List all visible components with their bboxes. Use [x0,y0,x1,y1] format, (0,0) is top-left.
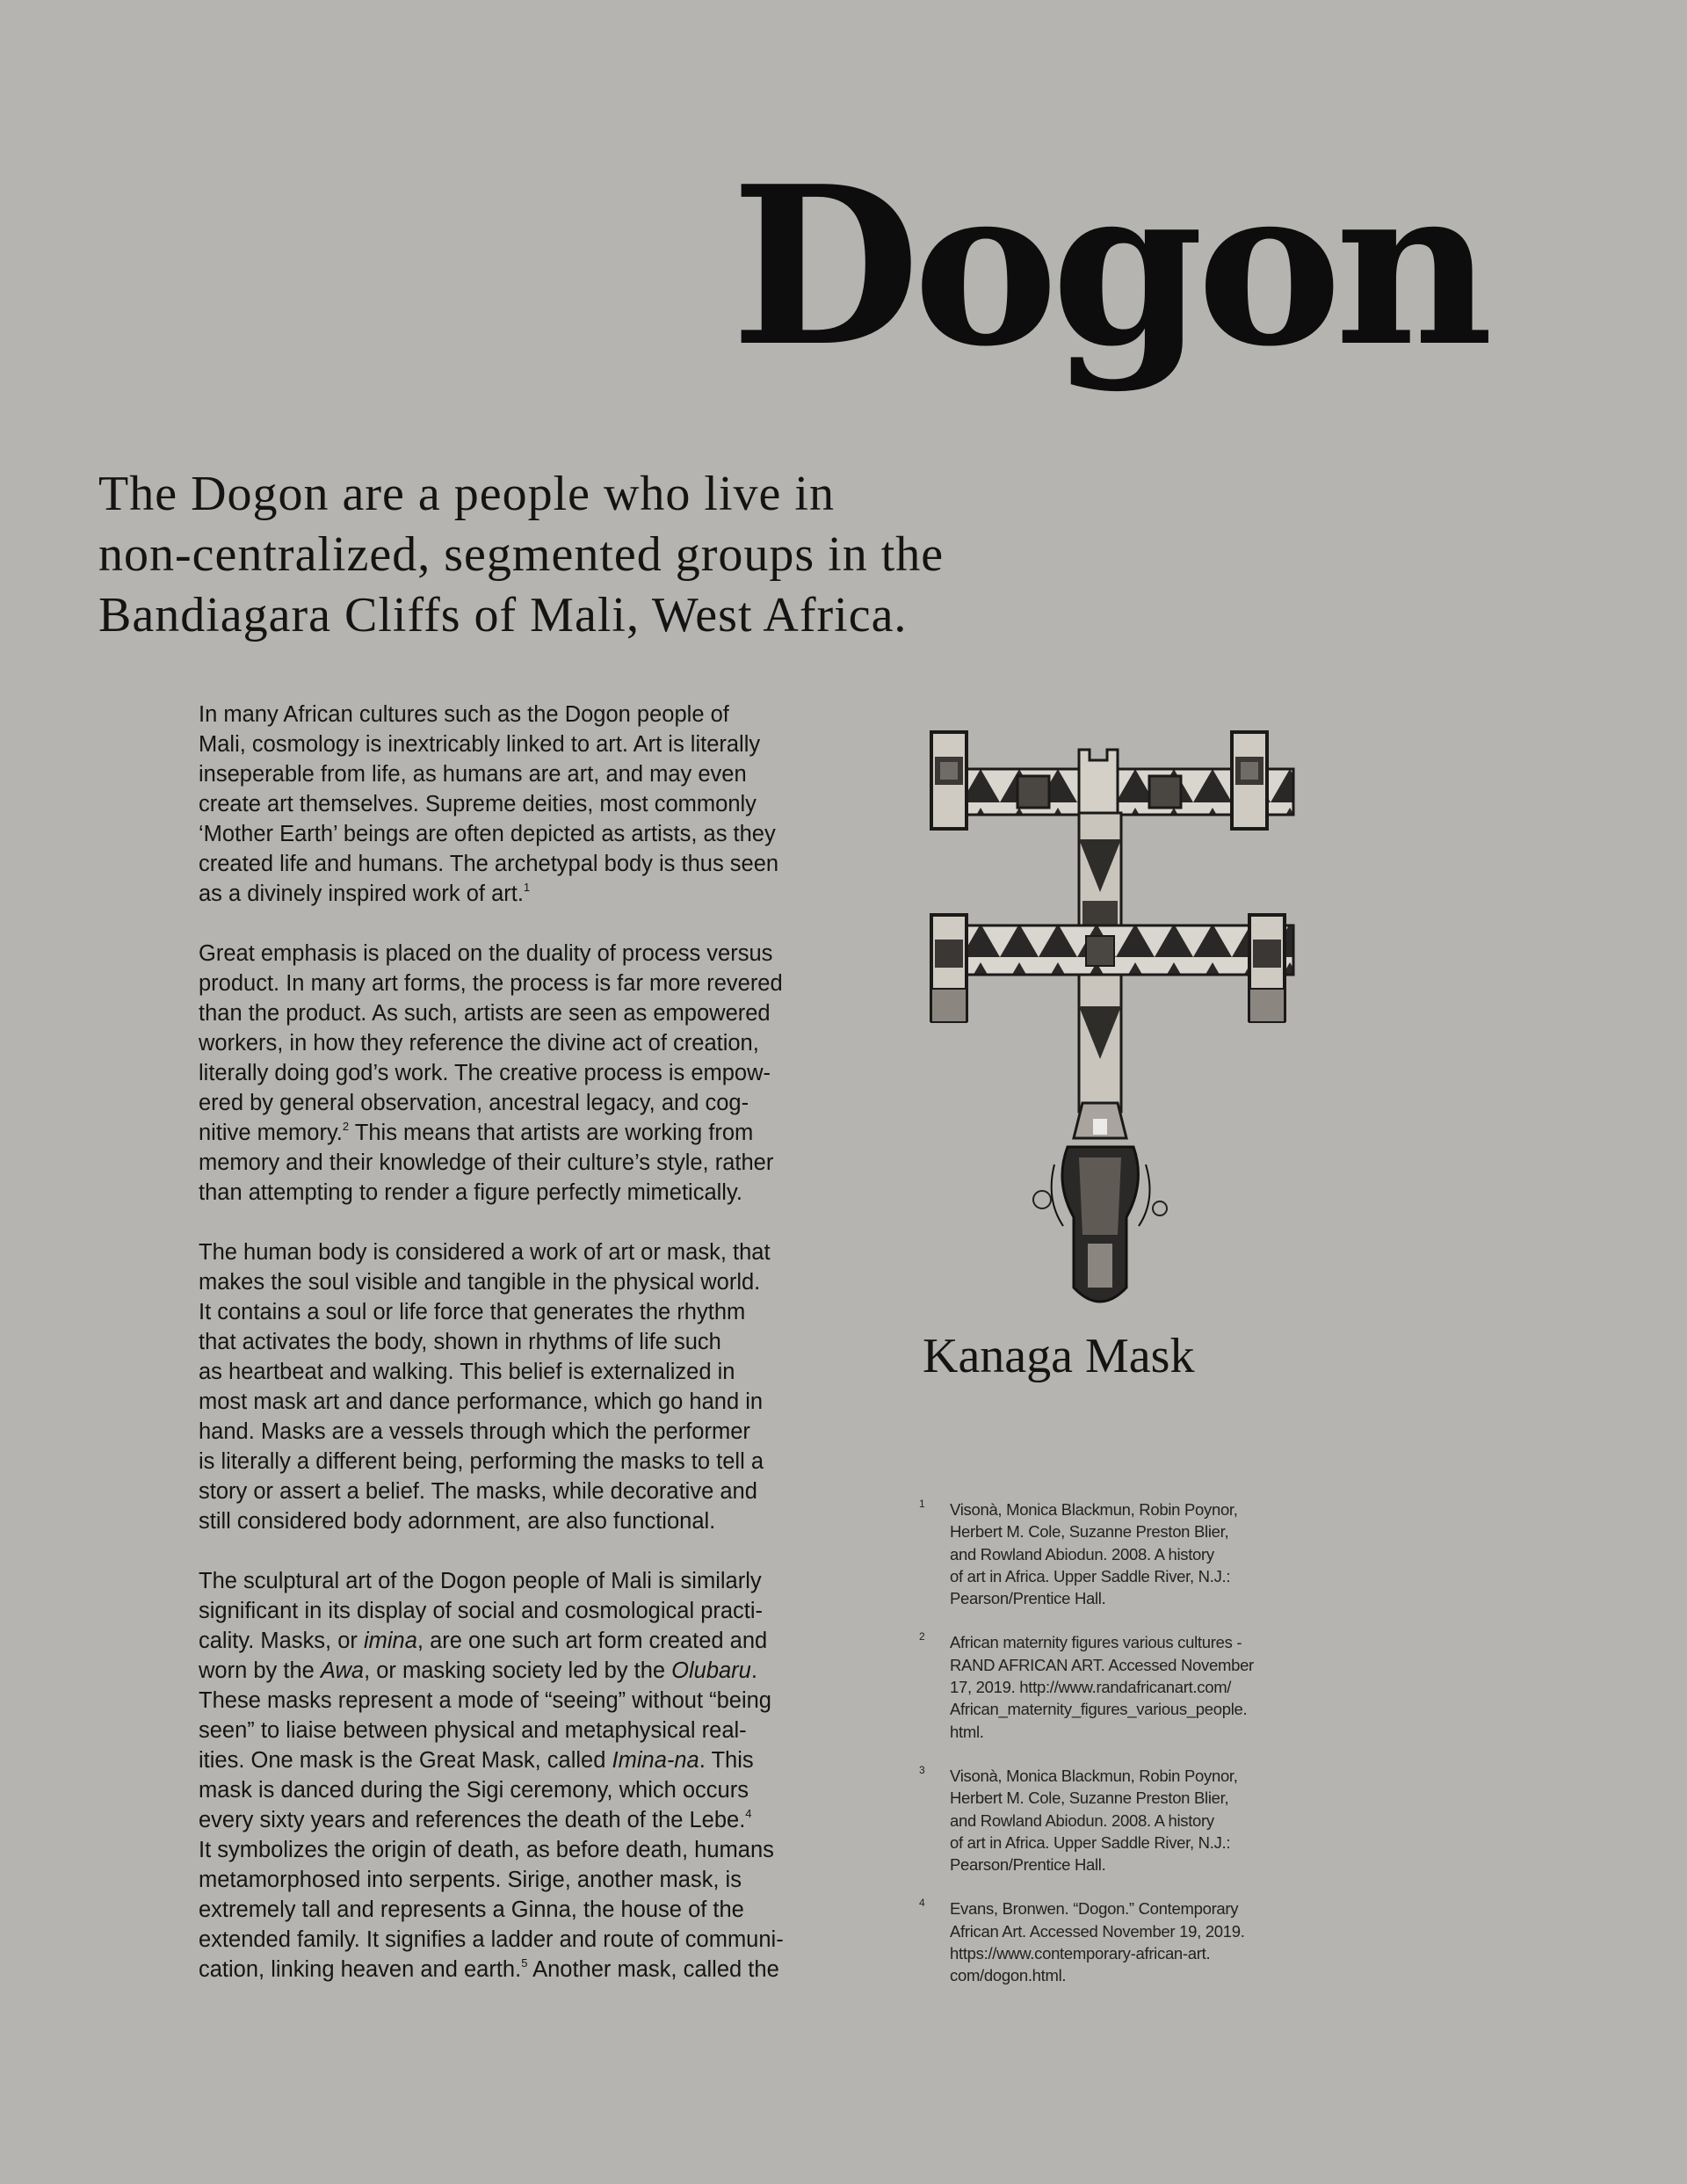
text-run: cality. Masks, or [199,1629,364,1653]
kanaga-mask-image [923,725,1309,1314]
text-line: Mali, cosmology is inextricably linked to art. Art is literally [199,732,761,757]
intro-lede [98,464,1241,646]
text-line: as heartbeat and walking. This belief is externalized in [199,1360,735,1384]
text-line [199,1626,884,1656]
footnote-number: 3 [919,1763,925,1776]
footnote-line: 17, 2019. http://www.randafricanart.com/ [950,1678,1232,1697]
footnote-line: and Rowland Abiodun. 2008. A history [950,1544,1214,1564]
footnote-item [919,1631,1306,1742]
footnote-line: Pearson/Prentice Hall. [950,1855,1106,1875]
footnote-ref: 1 [523,881,531,894]
footnote-line: of art in Africa. Upper Saddle River, N.J.: [950,1566,1231,1585]
footnote-line: Herbert M. Cole, Suzanne Preston Blier, [950,1522,1229,1542]
text-line: still considered body adornment, are also functional. [199,1509,716,1534]
text-line: ered by general observation, ancestral legacy, and cog- [199,1091,749,1115]
footnote-line: African Art. Accessed November 19, 2019. [950,1921,1245,1941]
text-line: It contains a soul or life force that generates the rhythm [199,1300,746,1324]
text-line: product. In many art forms, the process is far more revered [199,971,783,996]
footnote-line: Evans, Bronwen. “Dogon.” Contemporary [950,1899,1239,1919]
footnote-ref: 5 [521,1956,528,1970]
figure-caption: Kanaga Mask [923,1329,1195,1383]
footnote-line: https://www.contemporary-african-art. [950,1944,1211,1963]
text-line: created life and humans. The archetypal body is thus seen [199,852,779,876]
body-paragraph-2 [199,939,884,1208]
footnote-item [919,1897,1306,1986]
text-line: inseperable from life, as humans are art, and may even [199,762,747,787]
text-line [199,1955,884,1984]
italic-term: Olubaru [671,1658,751,1683]
article-body [199,700,884,2014]
text-line: ‘Mother Earth’ beings are often depicted as artists, as they [199,822,776,846]
footnote-number: 4 [919,1897,925,1910]
footnote-line: Visonà, Monica Blackmun, Robin Poynor, [950,1500,1238,1519]
text-run: , or masking society led by the [364,1658,672,1683]
footnote-line: Visonà, Monica Blackmun, Robin Poynor, [950,1766,1238,1785]
text-run: This means that artists are working from [349,1121,754,1145]
text-line: In many African cultures such as the Dogon people of [199,702,729,727]
text-run: worn by the [199,1658,321,1683]
text-run: as a divinely inspired work of art. [199,882,524,906]
text-line: seen” to liaise between physical and metaphysical real- [199,1718,747,1743]
body-paragraph-3 [199,1237,884,1536]
text-line: metamorphosed into serpents. Sirige, another mask, is [199,1868,742,1892]
text-line: mask is danced during the Sigi ceremony, which occurs [199,1778,749,1803]
italic-term: imina [363,1629,417,1653]
footnote-line: of art in Africa. Upper Saddle River, N.J.: [950,1832,1231,1852]
text-line: workers, in how they reference the divine act of creation, [199,1031,759,1056]
text-line: The human body is considered a work of art or mask, that [199,1240,771,1265]
text-run: ities. One mask is the Great Mask, called [199,1748,612,1773]
italic-term: Imina-na [612,1748,699,1773]
text-line [199,1745,884,1775]
footnotes [919,1498,1306,2009]
text-line: memory and their knowledge of their culture’s style, rather [199,1150,774,1175]
text-line: than the product. As such, artists are seen as empowered [199,1001,771,1026]
footnote-line: html. [950,1722,984,1741]
text-line: extended family. It signifies a ladder and route of communi- [199,1927,784,1952]
lede-line: Bandiagara Cliffs of Mali, West Africa. [98,588,908,642]
text-run: cation, linking heaven and earth. [199,1957,522,1982]
text-line [199,1118,884,1148]
text-line: Great emphasis is placed on the duality of process versus [199,941,773,966]
italic-term: Awa [320,1658,365,1683]
text-run: . [750,1658,757,1683]
footnote-line: RAND AFRICAN ART. Accessed November [950,1655,1254,1674]
text-line: that activates the body, shown in rhythms of life such [199,1330,721,1354]
footnote-line: Pearson/Prentice Hall. [950,1589,1106,1608]
footnote-line: African_maternity_figures_various_people. [950,1700,1248,1719]
page-title: Dogon [731,139,1487,395]
text-line: hand. Masks are a vessels through which the performer [199,1419,750,1444]
text-run: , are one such art form created and [416,1629,768,1653]
body-paragraph-4 [199,1566,884,1984]
text-line: These masks represent a mode of “seeing” without “being [199,1688,771,1713]
text-line: makes the soul visible and tangible in the physical world. [199,1270,761,1295]
footnote-number: 2 [919,1630,925,1643]
text-run: Another mask, called the [527,1957,779,1982]
text-line [199,1805,884,1835]
text-line [199,1656,884,1686]
text-run: . This [699,1748,754,1773]
text-line [199,879,884,909]
footnote-item [919,1765,1306,1876]
text-line: extremely tall and represents a Ginna, the house of the [199,1897,744,1922]
footnote-line: and Rowland Abiodun. 2008. A history [950,1810,1214,1830]
text-line: The sculptural art of the Dogon people of Mali is similarly [199,1569,762,1593]
text-line: create art themselves. Supreme deities, most commonly [199,792,757,816]
text-line: literally doing god’s work. The creative process is empow- [199,1061,771,1085]
lede-line: non-centralized, segmented groups in the [98,527,945,582]
text-run: every sixty years and references the death of the Lebe. [199,1808,746,1832]
body-paragraph-1 [199,700,884,909]
text-line: It symbolizes the origin of death, as before death, humans [199,1838,774,1862]
text-line: significant in its display of social and cosmological practi- [199,1599,764,1623]
footnote-ref: 4 [745,1807,752,1820]
footnote-line: Herbert M. Cole, Suzanne Preston Blier, [950,1789,1229,1808]
lede-line: The Dogon are a people who live in [98,467,835,521]
text-line: story or assert a belief. The masks, while decorative and [199,1479,757,1504]
text-line: is literally a different being, performing the masks to tell a [199,1449,764,1474]
text-run: nitive memory. [199,1121,343,1145]
text-line: than attempting to render a figure perfectly mimetically. [199,1180,742,1205]
footnote-line: African maternity figures various cultures - [950,1633,1242,1652]
footnote-line: com/dogon.html. [950,1966,1067,1985]
footnote-item [919,1498,1306,1609]
footnote-ref: 2 [342,1120,350,1133]
text-line: most mask art and dance performance, which go hand in [199,1389,764,1414]
footnote-number: 1 [919,1498,925,1510]
